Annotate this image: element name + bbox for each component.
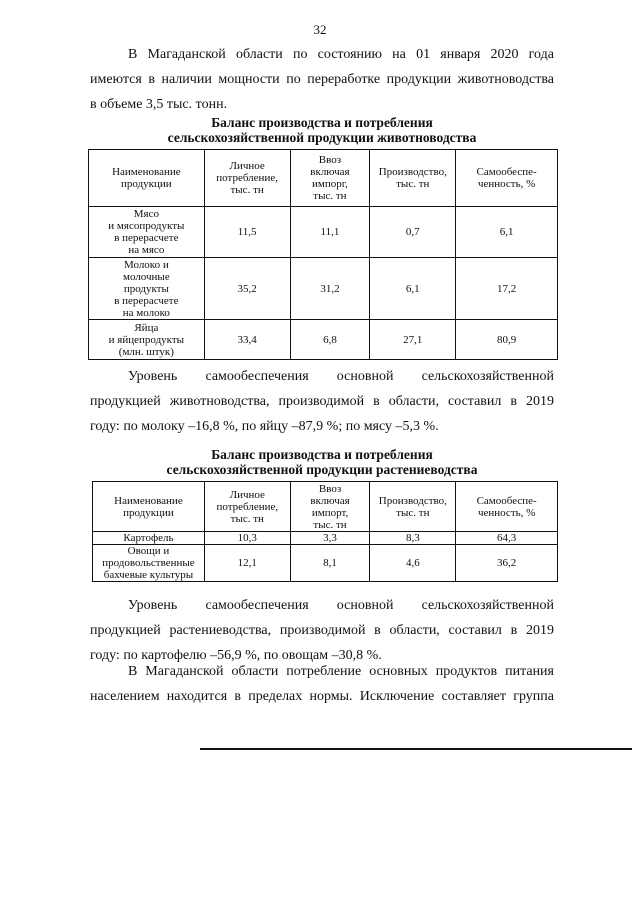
table2-header-self-sufficiency: Самообеспе- ченность, % xyxy=(456,482,558,532)
para3-line-3: году: по картофелю –56,9 %, по овощам –30,8 %. xyxy=(90,648,382,663)
para2-line-1: Уровень самообеспечения основной сельскохозяйственной xyxy=(128,369,554,384)
row-name-vegetables: Овощи и продовольственные бахчевые культуры xyxy=(93,545,205,582)
table2-header-consumption: Личное потребление, тыс. тн xyxy=(204,482,290,532)
table2-crop-balance xyxy=(92,481,558,582)
cell-value: 8,1 xyxy=(290,545,370,582)
cell-value: 0,7 xyxy=(370,207,456,258)
livestock-self-sufficiency-paragraph xyxy=(90,364,554,439)
cell-value: 4,6 xyxy=(370,545,456,582)
table-row xyxy=(93,545,558,582)
page-number: 32 xyxy=(313,22,327,37)
row-name-milk: Молоко и молочные продукты в перерасчете на молоко xyxy=(89,258,205,320)
intro-line-1: В Магаданской области по состоянию на 01 января 2020 года xyxy=(128,47,554,62)
table-row xyxy=(93,532,558,545)
cell-value: 11,1 xyxy=(290,207,370,258)
cell-value: 6,8 xyxy=(290,320,370,360)
para3-line-2: продукцией растениеводства, производимой в области, составил в 2019 xyxy=(90,623,554,638)
cell-value: 80,9 xyxy=(456,320,558,360)
cell-value: 6,1 xyxy=(370,258,456,320)
table1-header-import: Ввоз включая импорг, тыс. тн xyxy=(290,150,370,207)
cell-value: 31,2 xyxy=(290,258,370,320)
cell-value: 6,1 xyxy=(456,207,558,258)
cell-value: 35,2 xyxy=(204,258,290,320)
cell-value: 36,2 xyxy=(456,545,558,582)
para4-line-2: населением находится в пределах нормы. Исключение составляет группа xyxy=(90,689,554,704)
cell-value: 10,3 xyxy=(204,532,290,545)
para4-line-1: В Магаданской области потребление основных продуктов питания xyxy=(128,664,554,679)
cell-value: 12,1 xyxy=(204,545,290,582)
footer-rule xyxy=(200,748,632,750)
cell-value: 33,4 xyxy=(204,320,290,360)
table1-title-line-1: Баланс производства и потребления xyxy=(211,115,433,130)
table1-header-row xyxy=(89,150,558,207)
para2-line-3: году: по молоку –16,8 %, по яйцу –87,9 %; по мясу –5,3 %. xyxy=(90,419,439,434)
table1-header-name: Наименование продукции xyxy=(89,150,205,207)
cell-value: 27,1 xyxy=(370,320,456,360)
intro-line-2: имеются в наличии мощности по переработке продукции животноводства xyxy=(90,72,554,87)
cell-value: 64,3 xyxy=(456,532,558,545)
table2-title xyxy=(90,447,554,477)
cell-value: 17,2 xyxy=(456,258,558,320)
table2-header-import: Ввоз включая импорт, тыс. тн xyxy=(290,482,370,532)
table1-header-production: Производство, тыс. тн xyxy=(370,150,456,207)
table1-title xyxy=(90,115,554,145)
table-row xyxy=(89,320,558,360)
cell-value: 11,5 xyxy=(204,207,290,258)
para2-line-2: продукцией животноводства, производимой в области, составил в 2019 xyxy=(90,394,554,409)
table2-header-production: Производство, тыс. тн xyxy=(370,482,456,532)
row-name-potatoes: Картофель xyxy=(93,532,205,545)
para3-line-1: Уровень самообеспечения основной сельскохозяйственной xyxy=(128,598,554,613)
table2-title-line-1: Баланс производства и потребления xyxy=(211,447,433,462)
crop-self-sufficiency-paragraph xyxy=(90,593,554,668)
consumption-paragraph xyxy=(90,659,554,709)
intro-paragraph xyxy=(90,42,554,117)
table1-livestock-balance xyxy=(88,149,558,360)
intro-line-3: в объеме 3,5 тыс. тонн. xyxy=(90,97,228,112)
table1-title-line-2: сельскохозяйственной продукции животноводства xyxy=(167,130,477,145)
table-row xyxy=(89,258,558,320)
table1-header-self-sufficiency: Самообеспе- ченность, % xyxy=(456,150,558,207)
table2-header-row xyxy=(93,482,558,532)
table-row xyxy=(89,207,558,258)
table1-header-consumption: Личное потребление, тыс. тн xyxy=(204,150,290,207)
table2-title-line-2: сельскохозяйственной продукции растениеводства xyxy=(166,462,478,477)
cell-value: 8,3 xyxy=(370,532,456,545)
table2-header-name: Наименование продукции xyxy=(93,482,205,532)
cell-value: 3,3 xyxy=(290,532,370,545)
row-name-eggs: Яйца и яйцепродукты (млн. штук) xyxy=(89,320,205,360)
row-name-meat: Мясо и мясопродукты в перерасчете на мясо xyxy=(89,207,205,258)
